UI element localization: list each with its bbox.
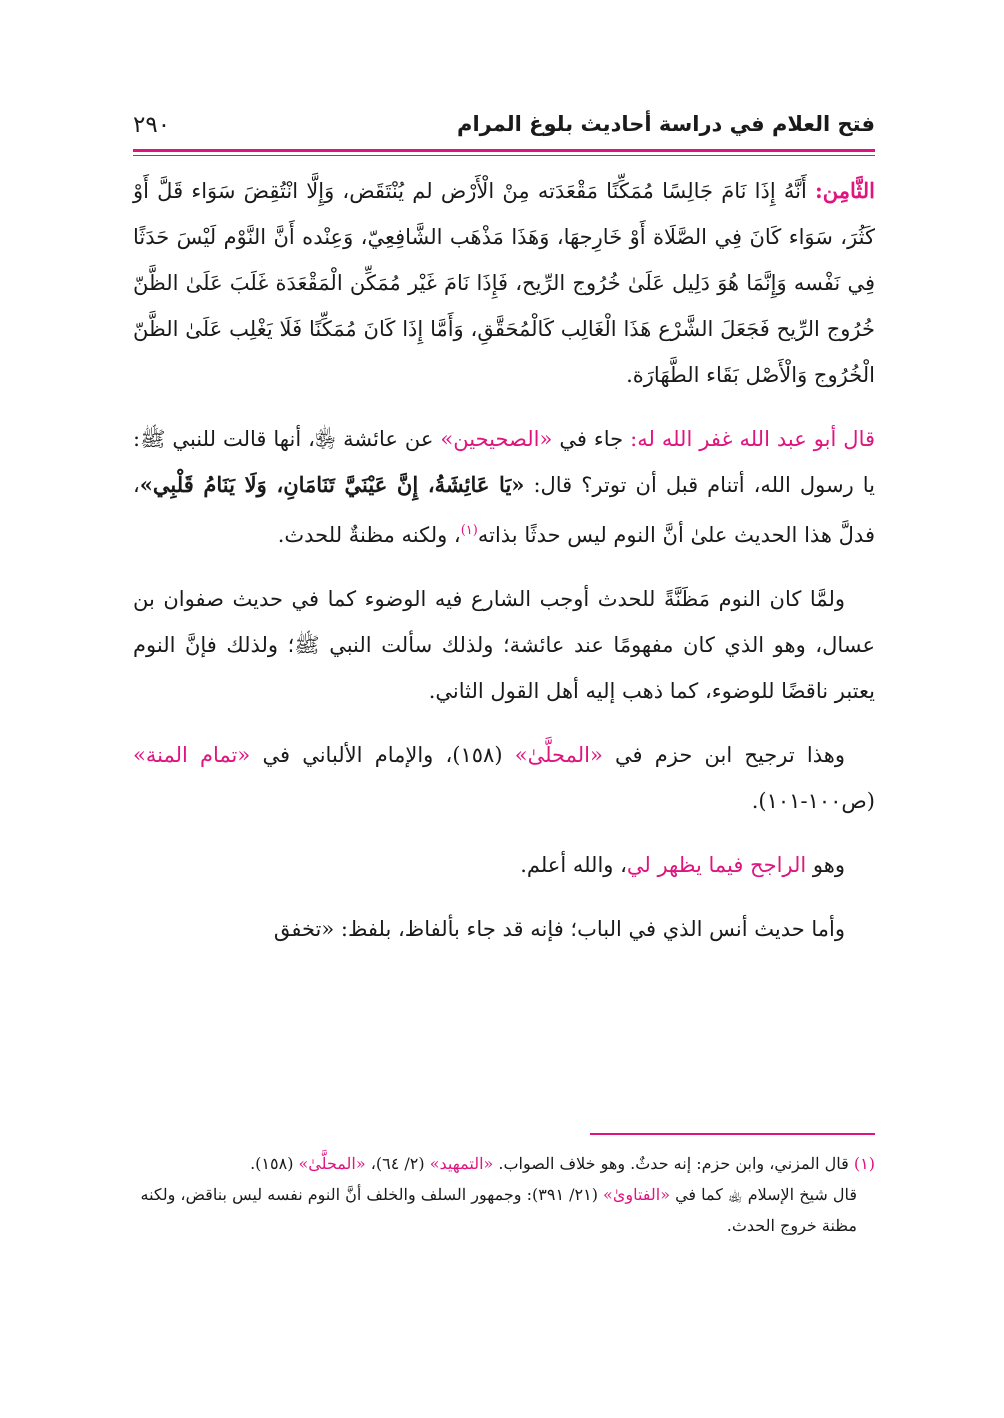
paragraph-text: أَنَّهُ إِذَا نَامَ جَالِسًا مُمَكِّنًا مَقْعَدَته مِنْ الْأَرْض لم يُنْتَقَض، وَإِلَّا انْتُقِضَ سَوَاء قَلَّ أَوْ كَثُرَ، سَوَاء كَانَ فِي الصَّلَاة أَوْ خَارِجهَا، وَهَذَا مَذْهَب الشَّافِعِيّ، وَعِنْده أَنَّ النَّوْم لَيْسَ حَدَثًا فِي نَفْسه وَإِنَّمَا هُوَ دَلِيل عَلَىٰ خُرُوج الرِّيح، فَإِذَا نَامَ غَيْر مُمَكِّن الْمَقْعَدَة غَلَبَ عَلَىٰ الظَّنّ خُرُوج الرِّيح فَجَعَلَ الشَّرْع هَذَا الْغَالِب كَالْمُحَقَّقِ، وَأَمَّا إِذَا كَانَ مُمَكِّنًا فَلَا يَغْلِب عَلَىٰ الظَّنّ الْخُرُوج وَالْأَصْل بَقَاء الطَّهَارَة. [133,179,875,387]
text-span: قال المزني، وابن حزم: إنه حدثٌ. وهو خلاف الصواب. [493,1154,854,1173]
book-ref: «التمهيد» [429,1154,494,1173]
text-span: قال شيخ الإسلام ﵀ كما في [669,1185,857,1204]
text-span: (ص١٠٠-١٠١). [751,789,875,813]
footnote-ref[interactable]: (١) [460,523,478,538]
main-text [133,168,875,970]
footnote-number: (١) [853,1154,875,1173]
text-span: (٢١/ ٣٩١): وجمهور السلف والخلف أنَّ النوم نفسه ليس بناقض، ولكنه مظنة خروج الحدث. [140,1185,857,1235]
page-header [133,112,875,142]
author-label: قال أبو عبد الله غفر الله له: [630,427,876,451]
text-span: (١٥٨)، والإمام الألباني في [250,743,515,767]
paragraph-anas-hadith: وأما حديث أنس الذي في الباب؛ فإنه قد جاء بألفاظ، بلفظ: «تخفق [273,917,845,941]
header-rule-thin [133,155,875,156]
book-ref: «الفتاوىٰ» [603,1185,670,1204]
text-span: ، والله أعلم. [520,853,627,877]
text-span: عن عائشة ﵂، أنها قالت للنبي ﷺ: يا رسول الله، أتنام قبل أن توتر؟ قال: [133,427,875,497]
footnote-1-continued [133,1179,875,1241]
page-number: ٢٩٠ [133,112,171,138]
book-ref: «الصحيحين» [440,427,553,451]
running-title: فتح العلام في دراسة أحاديث بلوغ المرام [457,112,875,136]
hadith-text: «يَا عَائِشَةُ، إِنَّ عَيْنَيَّ تَنَامَانِ، وَلَا يَنَامُ قَلْبِي» [139,472,525,497]
paragraph-author-comment [133,416,875,558]
footnote-1 [133,1148,875,1179]
book-ref: «المحلَّىٰ» [514,743,603,767]
paragraph-eighth-opinion [133,168,875,398]
book-ref: «تمام المنة» [133,743,251,767]
text-span: ، فدلَّ هذا الحديث علىٰ أنَّ النوم ليس حدثًا بذاته [133,473,875,547]
paragraph-conclusion [133,842,875,888]
header-rule-thick [133,149,875,152]
text-span: وهو [806,853,845,877]
text-span: (٢/ ٦٤)، [365,1154,430,1173]
footnotes [133,1148,875,1241]
preferred-label: الراجح فيما يظهر لي [626,853,807,877]
text-span: ، ولكنه مظنةٌ للحدث. [277,523,461,547]
text-span: جاء في [552,427,631,451]
opinion-label: الثَّامِن: [815,178,875,203]
paragraph-preference [133,732,875,824]
paragraph-sleep-ruling: ولمَّا كان النوم مَظَنَّةً للحدث أوجب الشارع فيه الوضوء كما في حديث صفوان بن عسال، وهو الذي كان مفهومًا عند عائشة؛ ولذلك سألت النبي ﷺ؛ ولذلك فإنَّ النوم يعتبر ناقضًا للوضوء، كما ذهب إليه أهل القول الثاني. [133,587,875,703]
text-span: وهذا ترجيح ابن حزم في [602,743,845,767]
book-ref: «المحلَّىٰ» [298,1154,366,1173]
text-span: (١٥٨). [250,1154,299,1173]
footnote-rule [590,1133,875,1135]
